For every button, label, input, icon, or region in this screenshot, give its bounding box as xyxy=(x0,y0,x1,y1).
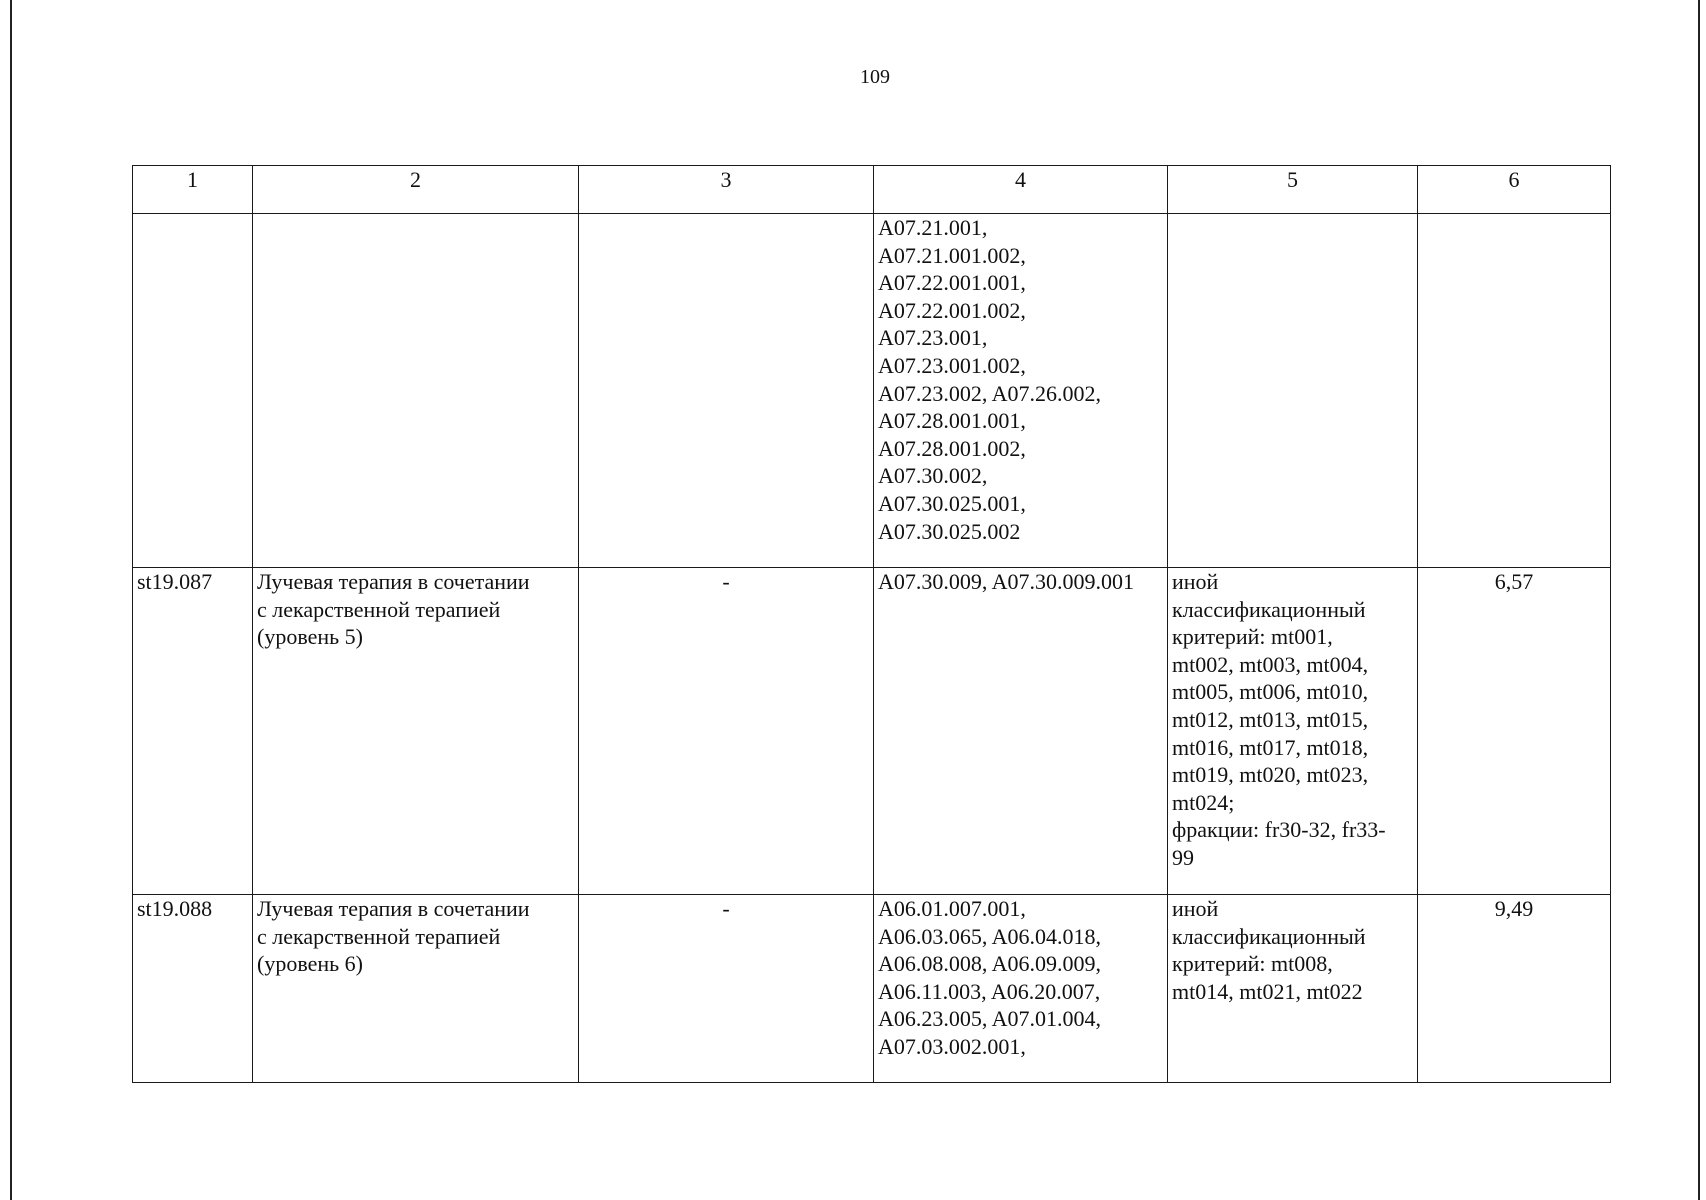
page-number: 109 xyxy=(860,66,890,88)
criteria-line: mt005, mt006, mt010, xyxy=(1172,679,1369,705)
criteria-line: mt014, mt021, mt022 xyxy=(1172,978,1363,1004)
service-line: A07.03.002.001, xyxy=(878,1033,1026,1059)
service-line: A07.21.001.002, xyxy=(878,242,1026,268)
cell-coefficient xyxy=(1418,214,1611,568)
criteria-line: mt012, mt013, mt015, xyxy=(1172,706,1369,732)
cell-criteria xyxy=(1168,895,1418,1083)
header-cell-1: 1 xyxy=(133,166,253,214)
table-header-row xyxy=(133,166,1611,214)
service-line: A06.03.065, A06.04.018, xyxy=(878,923,1102,949)
cell-name xyxy=(253,214,579,568)
header-cell-4: 4 xyxy=(874,166,1168,214)
table-row xyxy=(133,895,1611,1083)
service-line: A06.23.005, A07.01.004, xyxy=(878,1006,1102,1032)
service-line: A07.21.001, xyxy=(878,215,988,240)
header-cell-2: 2 xyxy=(253,166,579,214)
scan-edge-right xyxy=(1698,0,1700,1200)
tariff-table xyxy=(132,165,1611,1083)
service-line: A06.11.003, A06.20.007, xyxy=(878,978,1101,1004)
cell-coefficient: 6,57 xyxy=(1418,568,1611,895)
header-cell-6: 6 xyxy=(1418,166,1611,214)
cell-services xyxy=(874,568,1168,895)
header-cell-5: 5 xyxy=(1168,166,1418,214)
service-line: A06.01.007.001, xyxy=(878,896,1026,921)
table-row xyxy=(133,568,1611,895)
name-line: Лучевая терапия в сочетании xyxy=(257,569,530,594)
criteria-line: mt002, mt003, mt004, xyxy=(1172,651,1369,677)
name-line: Лучевая терапия в сочетании xyxy=(257,896,530,921)
criteria-line: 99 xyxy=(1172,844,1194,870)
cell-name xyxy=(253,568,579,895)
criteria-line: критерий: mt001, xyxy=(1172,624,1333,650)
table-row xyxy=(133,214,1611,568)
criteria-line: критерий: mt008, xyxy=(1172,951,1333,977)
service-line: A07.28.001.001, xyxy=(878,408,1026,434)
cell-services xyxy=(874,895,1168,1083)
header-cell-3: 3 xyxy=(579,166,874,214)
service-line: A07.23.001.002, xyxy=(878,352,1026,378)
cell-name xyxy=(253,895,579,1083)
service-line: A07.30.002, xyxy=(878,463,988,489)
service-line: A07.22.001.001, xyxy=(878,270,1026,296)
service-line: A07.23.002, A07.26.002, xyxy=(878,380,1102,406)
service-line: A07.28.001.002, xyxy=(878,435,1026,461)
cell-diagnosis: - xyxy=(579,895,874,1083)
criteria-line: классификационный xyxy=(1172,596,1366,622)
criteria-line: mt024; xyxy=(1172,789,1235,815)
criteria-line: фракции: fr30-32, fr33- xyxy=(1172,817,1386,843)
criteria-line: иной xyxy=(1172,896,1219,921)
name-line: с лекарственной терапией xyxy=(257,596,501,622)
criteria-line: классификационный xyxy=(1172,923,1366,949)
service-line: A07.30.025.001, xyxy=(878,490,1026,516)
cell-code xyxy=(133,214,253,568)
scan-edge-left xyxy=(10,0,12,1200)
cell-criteria xyxy=(1168,568,1418,895)
cell-coefficient: 9,49 xyxy=(1418,895,1611,1083)
service-line: A06.08.008, A06.09.009, xyxy=(878,951,1102,977)
cell-code: st19.087 xyxy=(133,568,253,895)
cell-diagnosis xyxy=(579,214,874,568)
criteria-line: иной xyxy=(1172,569,1219,594)
criteria-line: mt016, mt017, mt018, xyxy=(1172,734,1369,760)
service-line: A07.22.001.002, xyxy=(878,297,1026,323)
cell-code: st19.088 xyxy=(133,895,253,1083)
name-line: (уровень 5) xyxy=(257,624,363,650)
name-line: с лекарственной терапией xyxy=(257,923,501,949)
service-line: A07.30.009, A07.30.009.001 xyxy=(878,569,1135,594)
service-line: A07.30.025.002 xyxy=(878,518,1021,544)
cell-services xyxy=(874,214,1168,568)
cell-diagnosis: - xyxy=(579,568,874,895)
cell-criteria xyxy=(1168,214,1418,568)
service-line: A07.23.001, xyxy=(878,325,988,351)
criteria-line: mt019, mt020, mt023, xyxy=(1172,762,1369,788)
name-line: (уровень 6) xyxy=(257,951,363,977)
